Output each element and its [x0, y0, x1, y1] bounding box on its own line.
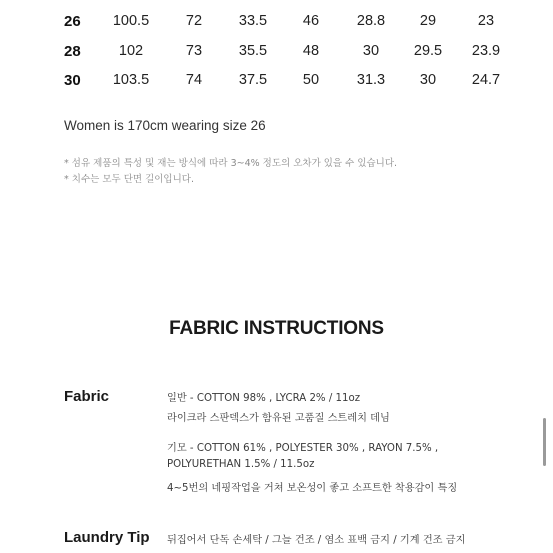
fabric-composition-regular: 일반 - COTTON 98% , LYCRA 2% / 11oz — [167, 393, 361, 404]
table-cell: 37.5 — [238, 72, 268, 88]
table-cell: 50 — [302, 72, 320, 88]
table-cell: 30 — [419, 72, 437, 88]
table-cell: 30 — [362, 43, 380, 59]
model-size-note: Women is 170cm wearing size 26 — [64, 118, 266, 133]
table-row — [0, 13, 553, 37]
table-cell: 46 — [302, 13, 320, 29]
table-cell: 29 — [419, 13, 437, 29]
table-cell: 103.5 — [112, 72, 150, 88]
table-cell: 73 — [185, 43, 203, 59]
measurement-tolerance-note: * 섬유 제품의 특성 및 재는 방식에 따라 3~4% 정도의 오차가 있을 수 있습니다. — [64, 158, 398, 169]
fabric-description-regular: 라이크라 스판덱스가 함유된 고품질 스트레치 데님 — [167, 413, 390, 424]
table-cell: 74 — [185, 72, 203, 88]
table-cell: 100.5 — [112, 13, 150, 29]
fabric-composition-brushed-cont: POLYURETHAN 1.5% / 11.5oz — [167, 459, 315, 470]
fabric-description-brushed: 4~5번의 네핑작업을 거쳐 보온성이 좋고 소프트한 착용감이 특징 — [167, 483, 458, 494]
table-cell: 72 — [185, 13, 203, 29]
table-cell: 35.5 — [238, 43, 268, 59]
table-row — [0, 43, 553, 67]
table-cell: 33.5 — [238, 13, 268, 29]
fabric-label: Fabric — [64, 388, 110, 405]
size-label: 30 — [64, 72, 81, 89]
table-cell: 23.9 — [471, 43, 501, 59]
section-title: FABRIC INSTRUCTIONS — [169, 318, 384, 339]
size-label: 26 — [64, 13, 81, 30]
table-cell: 31.3 — [356, 72, 386, 88]
laundry-tip-label: Laundry Tip — [64, 529, 150, 546]
table-cell: 102 — [118, 43, 144, 59]
table-cell: 23 — [477, 13, 495, 29]
laundry-instructions: 뒤집어서 단독 손세탁 / 그늘 건조 / 염소 표백 금지 / 기계 건조 금지 — [167, 535, 466, 546]
table-cell: 29.5 — [413, 43, 443, 59]
table-row — [0, 72, 553, 96]
table-cell: 24.7 — [471, 72, 501, 88]
size-label: 28 — [64, 43, 81, 60]
scrollbar[interactable] — [543, 418, 546, 466]
fabric-composition-brushed: 기모 - COTTON 61% , POLYESTER 30% , RAYON 7.5% , — [167, 443, 439, 454]
measurement-method-note: * 치수는 모두 단면 길이입니다. — [64, 174, 194, 185]
table-cell: 28.8 — [356, 13, 386, 29]
table-cell: 48 — [302, 43, 320, 59]
